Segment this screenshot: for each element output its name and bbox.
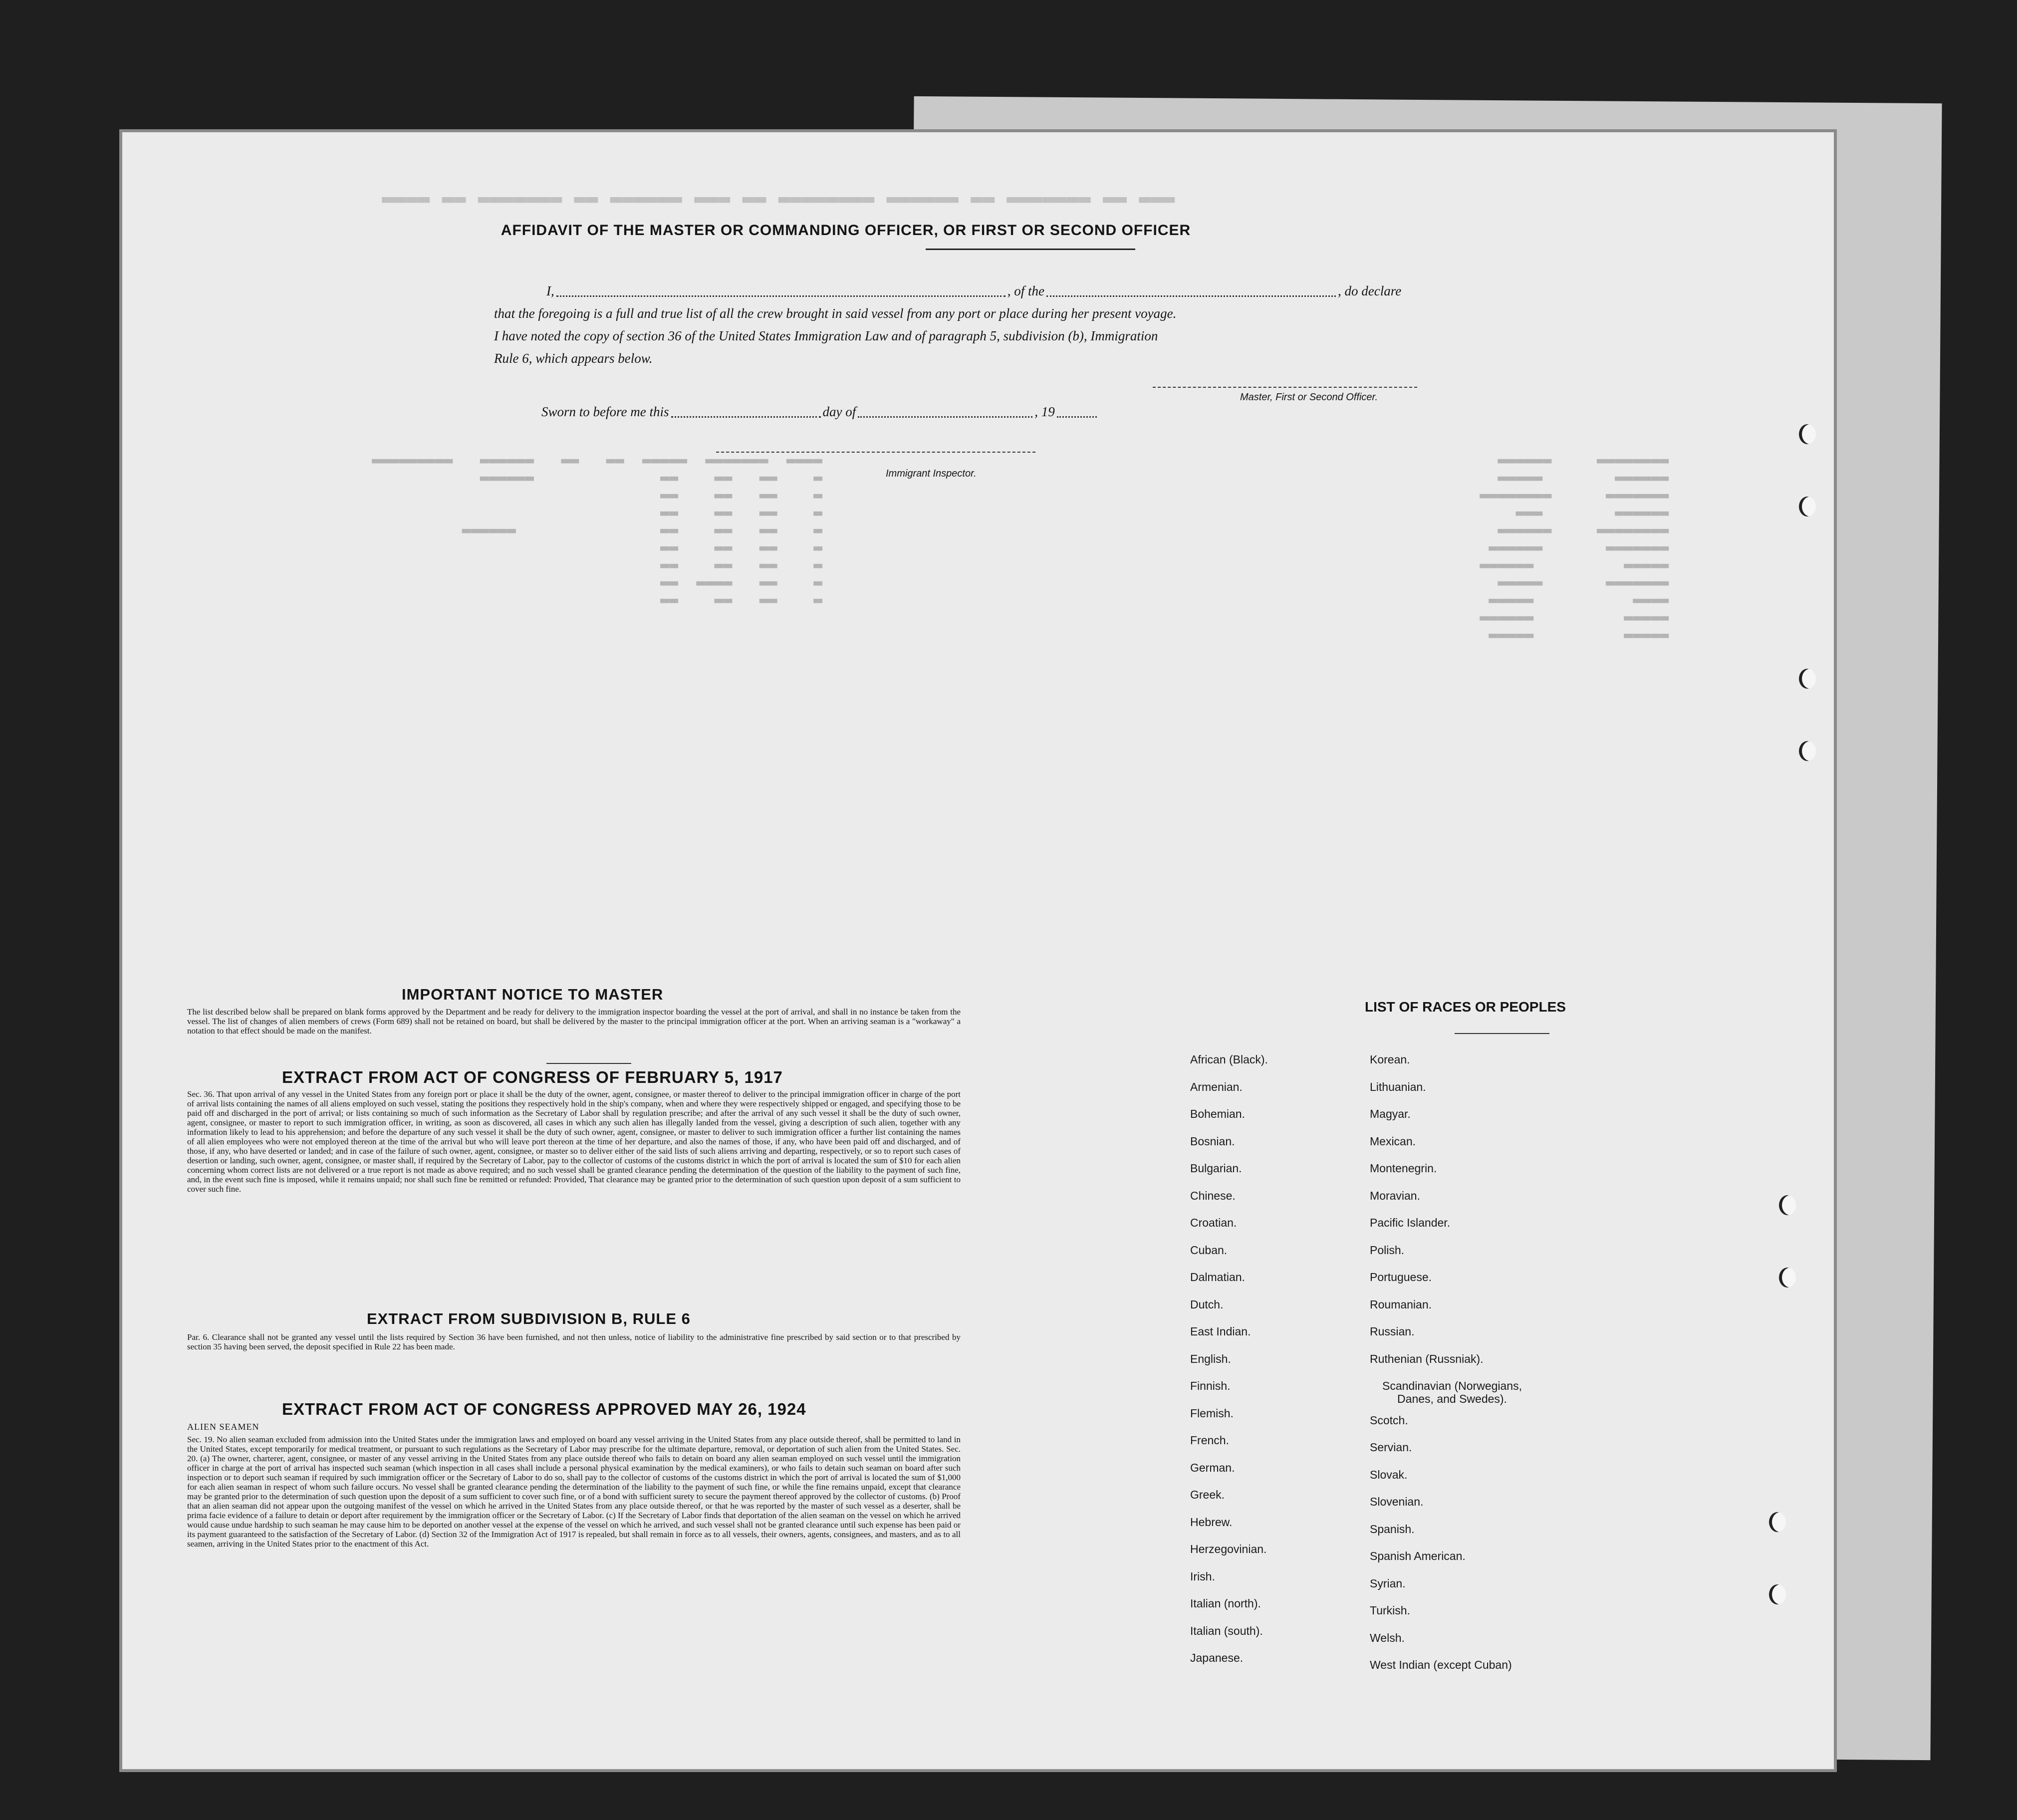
race-item: Bulgarian.: [1190, 1162, 1242, 1175]
sworn-year-line: [1057, 414, 1097, 418]
race-item: Syrian.: [1370, 1576, 1406, 1590]
race-item: French.: [1190, 1434, 1229, 1447]
affidavit-of-the-label: , of the: [1007, 283, 1044, 298]
master-name-line: [556, 293, 1006, 297]
binder-hole: [1779, 1268, 1796, 1288]
bleed-through-crew-entries: ▬▬▬▬ ▬▬▬▬▬▬▬ ▬▬▬▬▬ ▬▬ ▬▬ ▬▬▬▬▬▬ ▬▬▬▬▬▬▬▬▬ ▬ ▬▬ ▬▬ ▬▬ ▬▬▬▬▬▬ ▬ ▬▬ ▬▬ ▬▬ ▬ ▬▬ ▬▬ ▬▬ ▬ ▬▬ ▬▬ ▬▬ ▬▬▬▬▬▬ ▬ ▬▬ ▬▬ ▬▬ ▬ ▬▬ ▬▬ ▬▬ ▬ ▬▬ ▬▬▬▬ ▬▬ ▬ ▬▬ ▬▬ ▬▬: [372, 452, 823, 609]
race-item: Magyar.: [1370, 1107, 1411, 1120]
affidavit-title: AFFIDAVIT OF THE MASTER OR COMMANDING OFFICER, OR FIRST OR SECOND OFFICER: [501, 222, 1191, 239]
affidavit-line-3: I have noted the copy of section 36 of the United States Immigration Law and of paragraph 5, subdivision (b), Immigration: [494, 328, 1158, 343]
race-item: Korean.: [1370, 1053, 1410, 1066]
extract-1917-text: Sec. 36. That upon arrival of any vessel in the United States from any foreign port or place it shall be the duty of the owner, agent, consignee, or master thereof to deliver to the principal immigration officer in charge of the port of arrival lists containing the names of all aliens employed on such vessel, stating the positions they respectively hold in the ship's company, when and where they were respectively shipped or engaged, and specifying those to be paid off and discharged in the port of arrival; or lists containing so much of such information as the Secretary of Labor shall by regulation prescribe; and after the arrival of any such vessel it shall be the duty of such owner, agent, consignee, or master to report to such immigration officer, in writing, as soon as discovered, all cases in which any such alien has illegally landed from the vessel, giving a description of such alien, together with any information likely to lead to his apprehension; and before the departure of any such vessel it shall be the duty of such owner, agent, consignee, or master to deliver to such immigration officer a further list containing the names of all alien employees who were not employed thereon at the time of the arrival but who will leave port thereon at the time of her departure, and also the names of those, if any, who have been paid off and discharged, and of those, if any, who have deserted or landed; and in case of the failure of such owner, agent, consignee, or master so to deliver either of the said lists of such aliens arriving and departing, respectively, or so to report such cases of desertion or landing, such owner, agent, consignee, or master shall, if required by the Secretary of Labor, pay to the collector of customs of the customs district in which the port of arrival is located the sum of $10 for each alien concerning whom correct lists are not delivered or a true report is not made as above required; and no such vessel shall be granted clearance pending the determination of the question of the liability to the payment of such fine, and, in the event such fine is imposed, while it remains unpaid; nor shall such fine be remitted or refunded: Provided, That clearance may be granted prior to the determination of such question upon deposit of a sum sufficient to cover such fine.: [187, 1089, 961, 1194]
binder-hole: [1799, 741, 1816, 761]
extract-rule6-title: EXTRACT FROM SUBDIVISION B, RULE 6: [367, 1310, 691, 1327]
race-item: Slovenian.: [1370, 1495, 1424, 1508]
binder-hole: [1769, 1584, 1786, 1604]
affidavit-i-label: I,: [546, 283, 554, 298]
bleed-through-crew-names: ▬▬▬▬▬▬▬▬ ▬▬▬▬▬▬ ▬▬▬▬▬▬ ▬▬▬▬▬ ▬▬▬▬▬▬▬ ▬▬▬▬▬▬▬▬ ▬▬▬▬▬▬ ▬▬▬ ▬▬▬▬▬▬▬▬ ▬▬▬▬▬▬ ▬▬▬▬▬▬▬ ▬▬▬▬▬▬ ▬▬▬▬▬ ▬▬▬▬▬▬ ▬▬▬▬▬▬▬ ▬▬▬▬▬ ▬▬▬▬ ▬▬▬▬▬ ▬▬▬▬▬ ▬▬▬▬▬▬ ▬▬▬▬▬ ▬▬▬▬▬: [1480, 452, 1669, 644]
extract-rule6-text: Par. 6. Clearance shall not be granted any vessel until the lists required by Section 36 have been furnished, and not then unless, notice of liability to the administrative fine prescribed by said section or to that prescribed by section 35 having been served, the deposit specified in Rule 22 has been made.: [187, 1332, 961, 1351]
race-item: German.: [1190, 1461, 1235, 1474]
race-item: Scandinavian (Norwegians, Danes, and Swedes).: [1382, 1379, 1522, 1405]
race-item: Servian.: [1370, 1441, 1412, 1454]
race-item: East Indian.: [1190, 1325, 1251, 1338]
races-title: LIST OF RACES OR PEOPLES: [1365, 999, 1566, 1015]
race-item: Portuguese.: [1370, 1271, 1432, 1284]
extract-1924-text: Sec. 19. No alien seaman excluded from admission into the United States under the immigration laws and employed on board any vessel arriving in the United States from any place outside thereof, shall be permitted to land in the United States, except temporarily for medical treatment, or pursuant to such regulations as the Secretary of Labor may prescribe for the ultimate departure, removal, or deportation of such alien from the United States. Sec. 20. (a) The owner, charterer, agent, consignee, or master of any vessel arriving in the United States from any place outside thereof who fails to detain on board any alien seaman employed on such vessel until the immigration officer in charge at the port of arrival has inspected such seaman (which inspection in all cases shall include a personal physical examination by the medical examiners), or who fails to detain such seaman on board after such inspection or to deport such seaman if required by such immigration officer or the Secretary of Labor to do so, shall pay to the collector of customs of the customs district in which the port of arrival is located the sum of $1,000 for each alien seaman in respect of whom such failure occurs. No vessel shall be granted clearance pending the determination of the liability to the payment of such fine, or while the fine remains unpaid, except that clearance may be granted prior to the determination of such question upon the deposit of a sum sufficient to cover such fine, or of a bond with sufficient surety to secure the payment thereof approved by the collector of customs. (b) Proof that an alien seaman did not appear upon the outgoing manifest of the vessel on which he arrived in the United States from any place outside thereof, or that he was reported by the master of such vessel as a deserter, shall be prima facie evidence of a failure to detain or deport after requirement by the immigration officer or the Secretary of Labor. (c) If the Secretary of Labor finds that deportation of the alien seaman on the vessel on which he arrived would cause undue hardship to such seaman he may cause him to be deported on another vessel at the expense of the vessel on which he arrived, and such vessel shall not be granted clearance until such expense has been paid or its payment guaranteed to the satisfaction of the Secretary of Labor. (d) Section 32 of the Immigration Act of 1917 is repealed, but shall remain in force as to all vessels, their owners, agents, consignees, and masters, and as to all seamen, arriving in the United States prior to the enactment of this Act.: [187, 1435, 961, 1549]
document-page: [122, 132, 1834, 1769]
race-item: Japanese.: [1190, 1651, 1244, 1664]
affidavit-line-4: Rule 6, which appears below.: [494, 351, 653, 366]
sworn-month-line: [858, 414, 1032, 418]
day-of-label: day of: [822, 404, 856, 419]
bleed-through-heading: ▬▬▬ ▬▬ ▬▬▬▬▬▬▬ ▬▬ ▬▬▬▬▬▬ ▬▬▬▬▬▬▬▬ ▬▬ ▬▬▬ ▬▬▬▬▬▬ ▬▬ ▬▬▬▬▬▬▬ ▬▬ ▬▬▬▬: [382, 187, 1175, 210]
race-item: Welsh.: [1370, 1631, 1405, 1644]
race-item: Bohemian.: [1190, 1107, 1245, 1120]
vessel-name-line: [1046, 293, 1336, 297]
binder-hole: [1799, 669, 1816, 689]
race-item: Dutch.: [1190, 1298, 1224, 1311]
inspector-signature-line: [716, 452, 1035, 453]
race-item: Chinese.: [1190, 1189, 1236, 1202]
binder-hole: [1799, 497, 1816, 517]
race-item: Mexican.: [1370, 1134, 1416, 1148]
race-item: Moravian.: [1370, 1189, 1420, 1202]
race-item: Finnish.: [1190, 1379, 1231, 1392]
race-item: Cuban.: [1190, 1243, 1228, 1257]
sworn-day-line: [671, 414, 821, 418]
races-underline: [1455, 1033, 1549, 1034]
extract-1924-title: EXTRACT FROM ACT OF CONGRESS APPROVED MAY 26, 1924: [282, 1400, 806, 1418]
inspector-label: Immigrant Inspector.: [886, 468, 977, 479]
race-item: English.: [1190, 1352, 1231, 1365]
race-item: Irish.: [1190, 1569, 1215, 1583]
binder-hole: [1799, 424, 1816, 444]
master-signature-label: Master, First or Second Officer.: [1240, 392, 1378, 403]
race-item: West Indian (except Cuban): [1370, 1658, 1512, 1671]
year-label: , 19: [1034, 404, 1055, 419]
race-item: Pacific Islander.: [1370, 1216, 1451, 1229]
sworn-line: [541, 402, 1290, 422]
notice-text: The list described below shall be prepared on blank forms approved by the Department and be ready for delivery to the immigration inspector boarding the vessel at the port of arrival, and shall in no instance be taken from the vessel. The list of changes of alien members of crews (Form 689) shall not be retained on board, but shall be delivered by the master to the principal immigration officer at the port. When an arriving seaman is a "workaway" a notation to that effect should be made on the manifest.: [187, 1007, 961, 1036]
binder-hole: [1769, 1512, 1786, 1532]
binder-hole: [1779, 1195, 1796, 1215]
race-item: Dalmatian.: [1190, 1271, 1245, 1284]
notice-title: IMPORTANT NOTICE TO MASTER: [402, 986, 664, 1003]
race-item: Herzegovinian.: [1190, 1543, 1267, 1556]
race-item: Turkish.: [1370, 1604, 1410, 1617]
extract-1924-subtitle: ALIEN SEAMEN: [187, 1422, 259, 1432]
race-item: Slovak.: [1370, 1468, 1408, 1481]
race-item: Greek.: [1190, 1488, 1225, 1501]
race-item: Polish.: [1370, 1243, 1405, 1257]
race-item: Ruthenian (Russniak).: [1370, 1352, 1484, 1365]
affidavit-declare-label: , do declare: [1338, 283, 1402, 298]
race-item: Italian (south).: [1190, 1624, 1263, 1637]
race-item: Lithuanian.: [1370, 1080, 1426, 1093]
sworn-label: Sworn to before me this: [541, 404, 669, 419]
race-item: Italian (north).: [1190, 1597, 1261, 1610]
affidavit-line-1: [546, 281, 1569, 301]
notice-divider: [546, 1063, 631, 1064]
race-item: Spanish.: [1370, 1522, 1415, 1536]
race-item: Hebrew.: [1190, 1515, 1233, 1529]
race-item: Roumanian.: [1370, 1298, 1432, 1311]
title-underline: [926, 249, 1135, 250]
race-item: Croatian.: [1190, 1216, 1237, 1229]
extract-1917-title: EXTRACT FROM ACT OF CONGRESS OF FEBRUARY 5, 1917: [282, 1068, 783, 1086]
race-item: Bosnian.: [1190, 1134, 1235, 1148]
race-item: Armenian.: [1190, 1080, 1243, 1093]
race-item: Russian.: [1370, 1325, 1415, 1338]
race-item: African (Black).: [1190, 1053, 1268, 1066]
race-item: Flemish.: [1190, 1406, 1234, 1420]
master-signature-line: [1153, 387, 1417, 388]
race-item: Montenegrin.: [1370, 1162, 1437, 1175]
affidavit-line-2: that the foregoing is a full and true list of all the crew brought in said vessel from any port or place during her present voyage.: [494, 306, 1177, 321]
race-item: Scotch.: [1370, 1413, 1408, 1427]
race-item: Spanish American.: [1370, 1550, 1466, 1562]
